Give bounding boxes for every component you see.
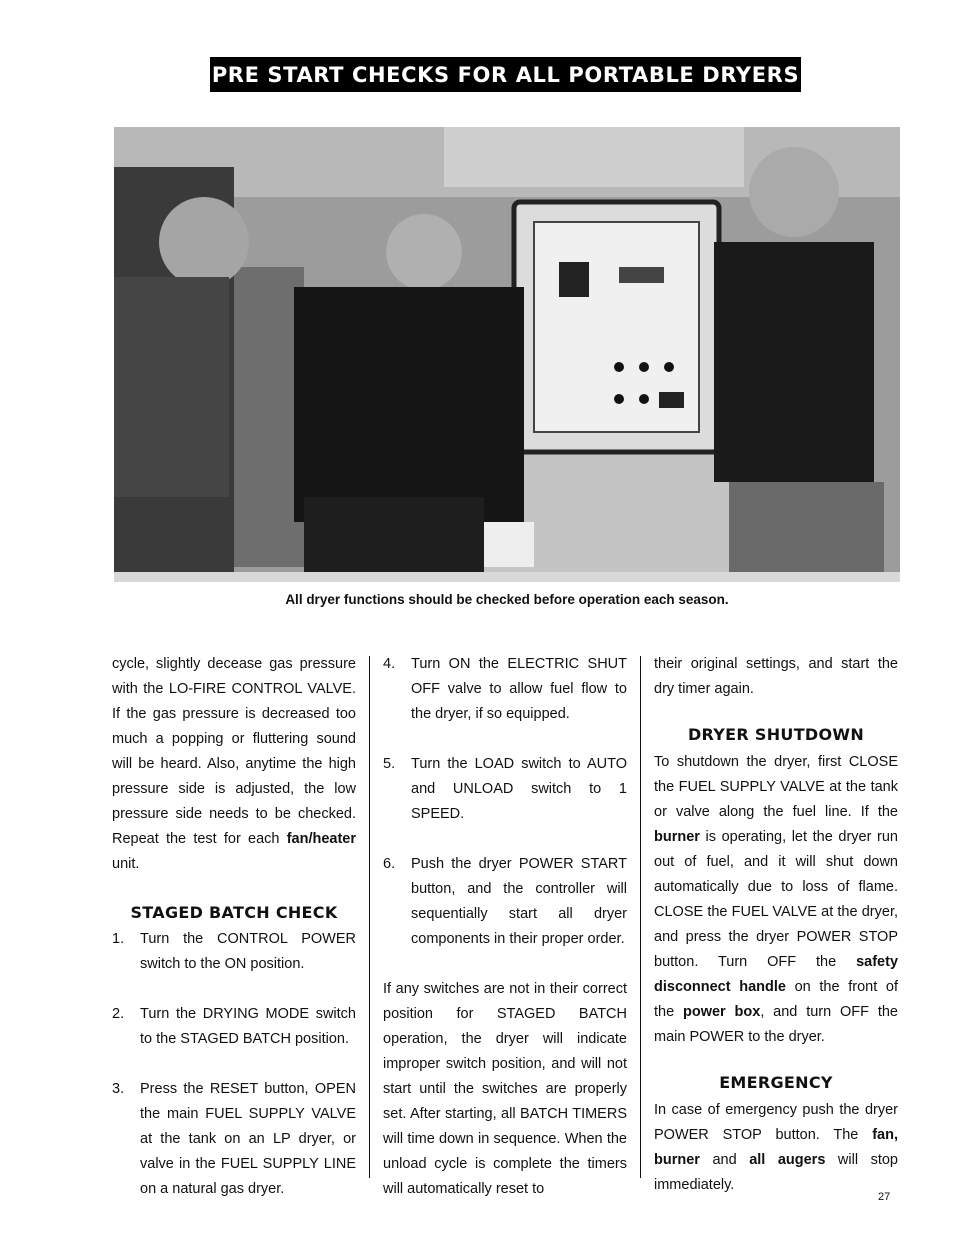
column-divider bbox=[369, 656, 370, 1178]
column-2 bbox=[383, 652, 627, 1202]
safety-disconnect-highlight: safety disconnect handle bbox=[654, 954, 899, 995]
emergency-heading: EMERGENCY bbox=[719, 1073, 833, 1092]
settings-paragraph: their original settings, and start the dry timer again. bbox=[654, 656, 898, 697]
power-box-highlight: power box bbox=[683, 1004, 761, 1020]
column-3 bbox=[654, 652, 898, 1198]
page-title: PRE START CHECKS FOR ALL PORTABLE DRYERS bbox=[210, 57, 801, 92]
list-item: 5. Turn the LOAD switch to AUTO and UNLOAD switch to 1 SPEED. bbox=[383, 756, 627, 822]
shutdown-paragraph: To shutdown the dryer, first CLOSE the FUEL SUPPLY VALVE at the tank or valve along the fuel line. If the burner is operating, let the dryer run out of fuel, and it will shut down automatically due to loss of flame. CLOSE the FUEL VALVE at the dryer, and press the dryer POWER STOP button. Turn OFF the safety disconnect handle on the front of the power box, and turn OFF the main POWER to the dryer. bbox=[654, 754, 899, 1045]
emergency-paragraph: In case of emergency push the dryer POWER STOP button. The fan, burner and all augers will stop immediately. bbox=[654, 1102, 898, 1193]
switch-position-paragraph: If any switches are not in their correct position for STAGED BATCH operation, the dryer will indicate improper switch position, and will not start until the switches are properly set. After starting, all BATCH TIMERS will time down in sequence. When the unload cycle is complete the timers will automatically reset to bbox=[383, 981, 627, 1197]
dryer-control-panel-photo bbox=[114, 127, 900, 582]
list-item: 2. Turn the DRYING MODE switch to the STAGED BATCH position. bbox=[112, 1006, 356, 1047]
burner-highlight: burner bbox=[654, 829, 700, 845]
fire-control-paragraph: cycle, slightly decease gas pressure with the LO-FIRE CONTROL VALVE. If the gas pressure is decreased too much a popping or fluttering sound will be heard. Also, anytime the high pressure side is adjusted, the low pressure side needs to be checked. Repeat the test for each fan/heater unit. bbox=[112, 656, 357, 872]
list-item: 6. Push the dryer POWER START button, and the controller will sequentially start all dryer components in their proper order. bbox=[383, 856, 627, 947]
photo-caption: All dryer functions should be checked before operation each season. bbox=[285, 592, 729, 607]
list-item: 3. Press the RESET button, OPEN the main FUEL SUPPLY VALVE at the tank on an LP dryer, or valve in the FUEL SUPPLY LINE on a natural gas dryer. bbox=[112, 1081, 356, 1197]
all-augers-highlight: all augers bbox=[749, 1152, 826, 1168]
fan-burner-highlight: fan, burner bbox=[654, 1127, 898, 1168]
list-item: 4. Turn ON the ELECTRIC SHUT OFF valve to allow fuel flow to the dryer, if so equipped. bbox=[383, 656, 627, 722]
column-1 bbox=[112, 652, 356, 1202]
staged-batch-heading: STAGED BATCH CHECK bbox=[130, 903, 338, 922]
dryer-shutdown-heading: DRYER SHUTDOWN bbox=[687, 725, 865, 744]
page-number: 27 bbox=[878, 1191, 891, 1203]
column-divider bbox=[640, 656, 641, 1178]
fan-heater-highlight: fan/heater bbox=[286, 831, 357, 847]
list-item: 1. Turn the CONTROL POWER switch to the ON position. bbox=[112, 931, 356, 972]
